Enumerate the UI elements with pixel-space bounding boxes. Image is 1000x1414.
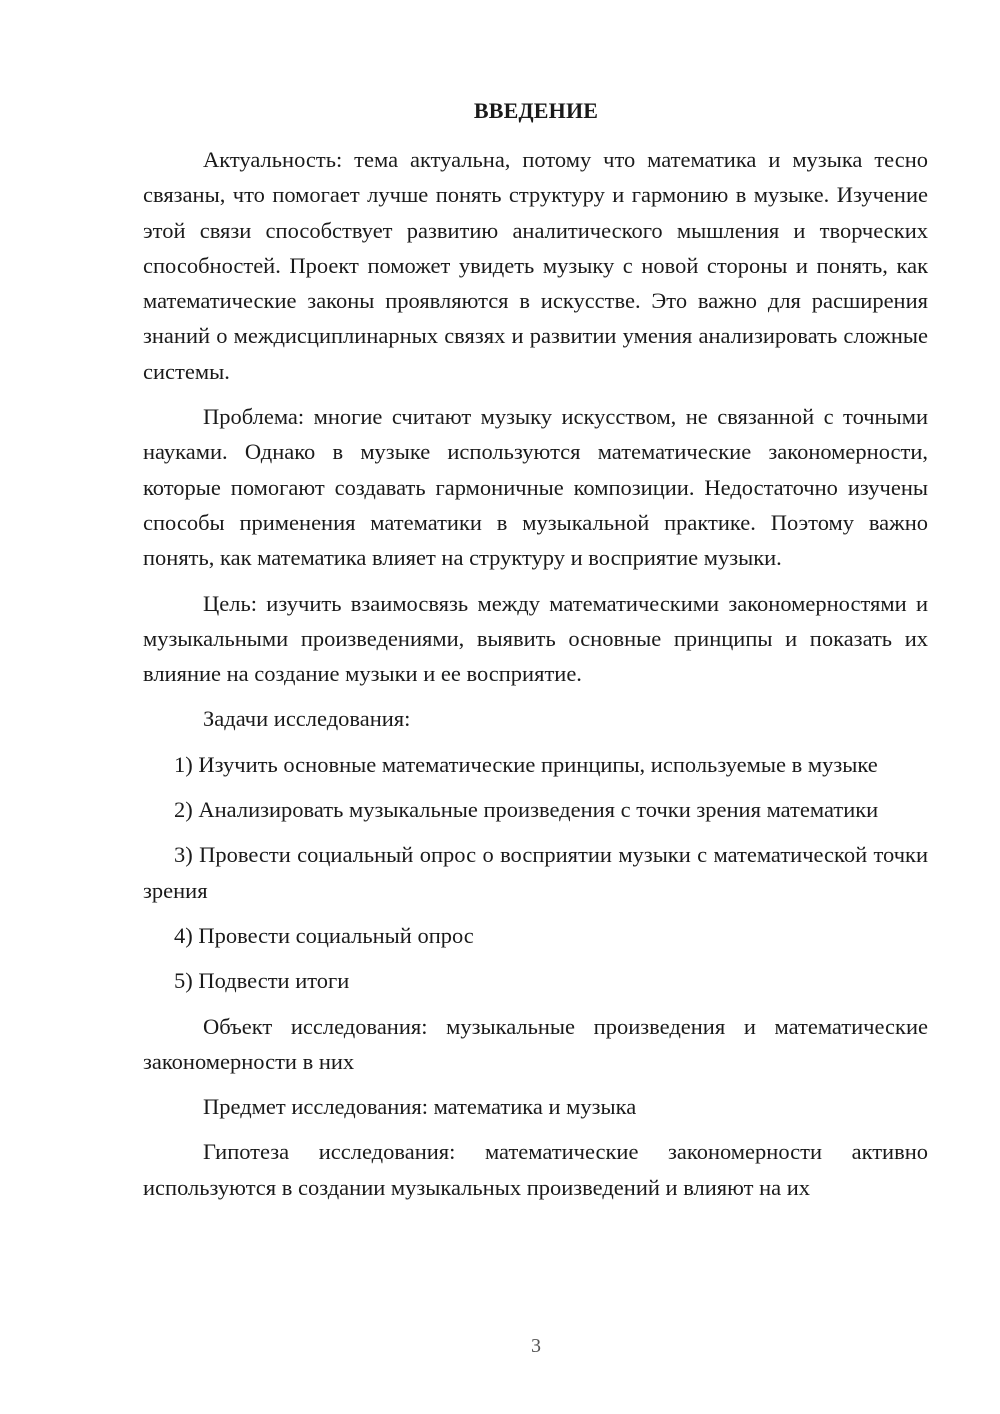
page-number: 3	[531, 1335, 541, 1357]
task-item: 4) Провести социальный опрос	[174, 922, 474, 948]
task-item: 5) Подвести итоги	[174, 968, 350, 994]
document-body	[143, 142, 928, 1205]
task-item: 1) Изучить основные математические принципы, используемые в музыке	[174, 751, 878, 777]
task-item: 3) Провести социальный опрос о восприятии музыки с математической точки зрения	[143, 842, 928, 903]
tasks-heading: Задачи исследования:	[203, 706, 411, 732]
relevance-paragraph: Актуальность: тема актуальна, потому что математика и музыка тесно связаны, что помогает лучше понять структуру и гармонию в музыке. Изучение этой связи способствует развитию аналитического мышления и творческих способностей. Проект поможет увидеть музыку с новой стороны и понять, как математические законы проявляются в искусстве. Это важно для расширения знаний о междисциплинарных связях и развитии умения анализировать сложные системы.	[143, 147, 928, 384]
goal-paragraph: Цель: изучить взаимосвязь между математическими закономерностями и музыкальными произведениями, выявить основные принципы и показать их влияние на создание музыки и ее восприятие.	[143, 590, 928, 687]
problem-paragraph: Проблема: многие считают музыку искусством, не связанной с точными науками. Однако в музыке используются математические закономерности, которые помогают создавать гармоничные композиции. Недостаточно изучены способы применения математики в музыкальной практике. Поэтому важно понять, как математика влияет на структуру и восприятие музыки.	[143, 404, 928, 571]
page-title: ВВЕДЕНИЕ	[473, 98, 599, 123]
subject-paragraph: Предмет исследования: математика и музыка	[203, 1094, 637, 1120]
hypothesis-paragraph: Гипотеза исследования: математические закономерности активно используются в создании музыкальных произведений и влияют на их	[143, 1139, 928, 1200]
task-item: 2) Анализировать музыкальные произведения с точки зрения математики	[174, 797, 879, 823]
object-paragraph: Объект исследования: музыкальные произведения и математические закономерности в них	[143, 1013, 928, 1074]
